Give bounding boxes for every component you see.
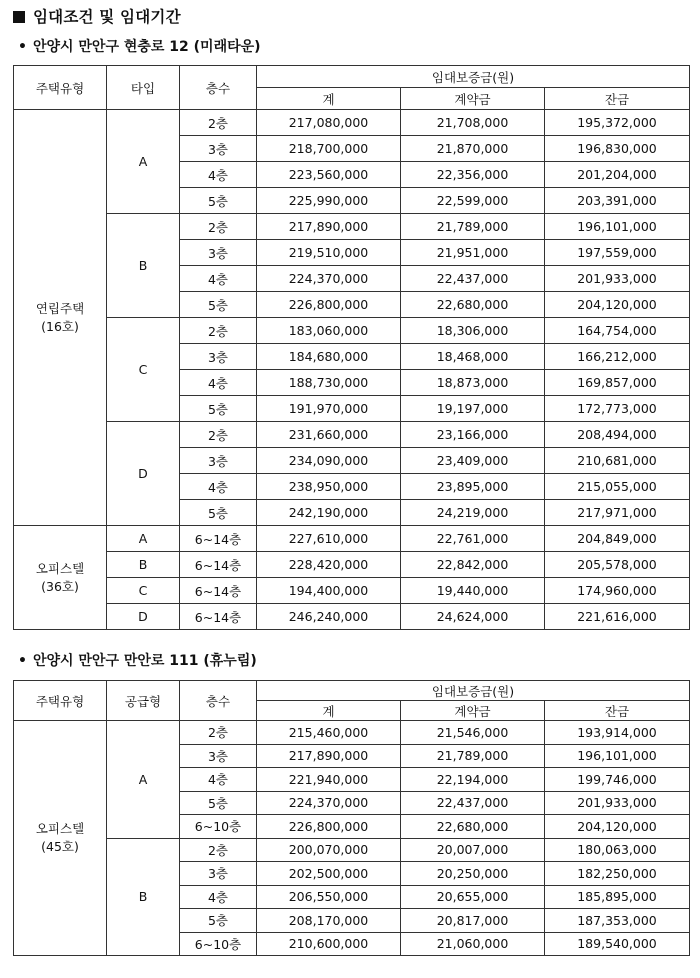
contract-cell: 18,873,000 [401,370,545,396]
floor-cell: 2층 [180,110,257,136]
section-title [13,5,181,27]
balance-cell: 221,616,000 [545,604,690,630]
total-cell: 224,370,000 [257,791,401,815]
balance-cell: 196,830,000 [545,136,690,162]
contract-cell: 21,870,000 [401,136,545,162]
balance-cell: 210,681,000 [545,448,690,474]
floor-cell: 3층 [180,136,257,162]
total-cell: 227,610,000 [257,526,401,552]
balance-cell: 182,250,000 [545,862,690,886]
floor-cell: 5층 [180,292,257,318]
balance-cell: 187,353,000 [545,909,690,933]
unit-type-cell: D [107,604,180,630]
housing-type-label: 연립주택 [35,300,85,316]
total-cell: 223,560,000 [257,162,401,188]
floor-cell: 2층 [180,318,257,344]
header-contract: 계약금 [401,701,545,721]
housing-type-cell [14,721,107,956]
header-deposit: 임대보증금(원) [257,681,690,701]
header-type: 주택유형 [14,66,107,110]
contract-cell: 23,409,000 [401,448,545,474]
contract-cell: 24,624,000 [401,604,545,630]
bullet-icon: • [18,39,27,55]
table-row [14,721,690,745]
contract-cell: 21,546,000 [401,721,545,745]
total-cell: 183,060,000 [257,318,401,344]
housing-type-count: (36호) [41,578,79,594]
balance-cell: 196,101,000 [545,744,690,768]
floor-cell: 2층 [180,422,257,448]
total-cell: 231,660,000 [257,422,401,448]
floor-cell: 4층 [180,768,257,792]
table-row [14,422,690,448]
rental-table-miraetown [13,65,690,630]
table-row [14,318,690,344]
balance-cell: 205,578,000 [545,552,690,578]
balance-cell: 195,372,000 [545,110,690,136]
contract-cell: 22,356,000 [401,162,545,188]
balance-cell: 185,895,000 [545,885,690,909]
table-row [14,110,690,136]
contract-cell: 22,194,000 [401,768,545,792]
floor-cell: 6~10층 [180,815,257,839]
contract-cell: 20,007,000 [401,838,545,862]
total-cell: 226,800,000 [257,815,401,839]
balance-cell: 203,391,000 [545,188,690,214]
total-cell: 188,730,000 [257,370,401,396]
total-cell: 191,970,000 [257,396,401,422]
contract-cell: 21,789,000 [401,214,545,240]
balance-cell: 169,857,000 [545,370,690,396]
contract-cell: 23,166,000 [401,422,545,448]
housing-type-cell [14,110,107,526]
housing-type-label: 오피스텔 [35,821,85,836]
housing-type-label: 오피스텔 [35,560,85,576]
contract-cell: 19,440,000 [401,578,545,604]
floor-cell: 3층 [180,240,257,266]
floor-cell: 5층 [180,791,257,815]
total-cell: 242,190,000 [257,500,401,526]
floor-cell: 3층 [180,744,257,768]
section-title-text: 임대조건 및 임대기간 [33,8,181,26]
contract-cell: 22,761,000 [401,526,545,552]
floor-cell: 6~10층 [180,932,257,956]
contract-cell: 21,951,000 [401,240,545,266]
housing-type-count: (45호) [41,839,79,854]
total-cell: 246,240,000 [257,604,401,630]
contract-cell: 24,219,000 [401,500,545,526]
balance-cell: 196,101,000 [545,214,690,240]
contract-cell: 22,680,000 [401,292,545,318]
balance-cell: 174,960,000 [545,578,690,604]
housing-type-cell [14,526,107,630]
balance-cell: 164,754,000 [545,318,690,344]
table-row [14,838,690,862]
bullet-icon: • [18,653,27,669]
floor-cell: 5층 [180,188,257,214]
floor-cell: 4층 [180,162,257,188]
total-cell: 194,400,000 [257,578,401,604]
total-cell: 210,600,000 [257,932,401,956]
contract-cell: 20,817,000 [401,909,545,933]
total-cell: 219,510,000 [257,240,401,266]
rental-table-hyunurim [13,680,690,956]
total-cell: 200,070,000 [257,838,401,862]
unit-type-cell: C [107,318,180,422]
unit-type-cell: B [107,838,180,956]
balance-cell: 204,849,000 [545,526,690,552]
table-row [14,578,690,604]
header-floor: 층수 [180,681,257,721]
total-cell: 217,890,000 [257,744,401,768]
total-cell: 238,950,000 [257,474,401,500]
contract-cell: 18,306,000 [401,318,545,344]
square-bullet-icon [13,11,25,23]
unit-type-cell: B [107,552,180,578]
balance-cell: 201,933,000 [545,791,690,815]
balance-cell: 166,212,000 [545,344,690,370]
table-row [14,552,690,578]
balance-cell: 193,914,000 [545,721,690,745]
balance-cell: 208,494,000 [545,422,690,448]
floor-cell: 5층 [180,909,257,933]
unit-type-cell: A [107,110,180,214]
contract-cell: 22,599,000 [401,188,545,214]
housing-type-count: (16호) [41,318,79,334]
floor-cell: 3층 [180,862,257,886]
floor-cell: 6~14층 [180,552,257,578]
header-total: 계 [257,701,401,721]
contract-cell: 20,655,000 [401,885,545,909]
total-cell: 184,680,000 [257,344,401,370]
total-cell: 228,420,000 [257,552,401,578]
balance-cell: 204,120,000 [545,815,690,839]
total-cell: 217,890,000 [257,214,401,240]
total-cell: 215,460,000 [257,721,401,745]
contract-cell: 22,437,000 [401,266,545,292]
contract-cell: 18,468,000 [401,344,545,370]
header-type: 주택유형 [14,681,107,721]
unit-type-cell: C [107,578,180,604]
floor-cell: 5층 [180,500,257,526]
balance-cell: 204,120,000 [545,292,690,318]
floor-cell: 6~14층 [180,604,257,630]
balance-cell: 201,204,000 [545,162,690,188]
table-row [14,604,690,630]
floor-cell: 5층 [180,396,257,422]
contract-cell: 23,895,000 [401,474,545,500]
floor-cell: 6~14층 [180,578,257,604]
table-row [14,526,690,552]
table1-subtitle-text: 안양시 만안구 현충로 12 (미래타운) [32,39,261,55]
balance-cell: 172,773,000 [545,396,690,422]
contract-cell: 22,680,000 [401,815,545,839]
unit-type-cell: D [107,422,180,526]
header-balance: 잔금 [545,88,690,110]
balance-cell: 180,063,000 [545,838,690,862]
total-cell: 226,800,000 [257,292,401,318]
unit-type-cell: A [107,721,180,839]
floor-cell: 4층 [180,885,257,909]
contract-cell: 21,060,000 [401,932,545,956]
floor-cell: 4층 [180,474,257,500]
header-total: 계 [257,88,401,110]
floor-cell: 4층 [180,266,257,292]
total-cell: 221,940,000 [257,768,401,792]
header-supply-type: 공급형 [107,681,180,721]
total-cell: 217,080,000 [257,110,401,136]
table1-subtitle [18,36,261,56]
floor-cell: 3층 [180,344,257,370]
header-subtype: 타입 [107,66,180,110]
balance-cell: 199,746,000 [545,768,690,792]
floor-cell: 4층 [180,370,257,396]
table-row [14,214,690,240]
balance-cell: 197,559,000 [545,240,690,266]
floor-cell: 2층 [180,214,257,240]
floor-cell: 6~14층 [180,526,257,552]
balance-cell: 217,971,000 [545,500,690,526]
total-cell: 206,550,000 [257,885,401,909]
balance-cell: 189,540,000 [545,932,690,956]
header-deposit: 임대보증금(원) [257,66,690,88]
floor-cell: 3층 [180,448,257,474]
contract-cell: 21,708,000 [401,110,545,136]
contract-cell: 22,842,000 [401,552,545,578]
total-cell: 234,090,000 [257,448,401,474]
header-contract: 계약금 [401,88,545,110]
total-cell: 218,700,000 [257,136,401,162]
total-cell: 202,500,000 [257,862,401,886]
contract-cell: 21,789,000 [401,744,545,768]
header-balance: 잔금 [545,701,690,721]
floor-cell: 2층 [180,838,257,862]
unit-type-cell: B [107,214,180,318]
total-cell: 225,990,000 [257,188,401,214]
floor-cell: 2층 [180,721,257,745]
table2-subtitle [18,650,257,670]
balance-cell: 215,055,000 [545,474,690,500]
contract-cell: 20,250,000 [401,862,545,886]
contract-cell: 22,437,000 [401,791,545,815]
total-cell: 224,370,000 [257,266,401,292]
balance-cell: 201,933,000 [545,266,690,292]
contract-cell: 19,197,000 [401,396,545,422]
total-cell: 208,170,000 [257,909,401,933]
header-floor: 층수 [180,66,257,110]
table2-subtitle-text: 안양시 만안구 만안로 111 (휴누림) [32,653,257,669]
unit-type-cell: A [107,526,180,552]
